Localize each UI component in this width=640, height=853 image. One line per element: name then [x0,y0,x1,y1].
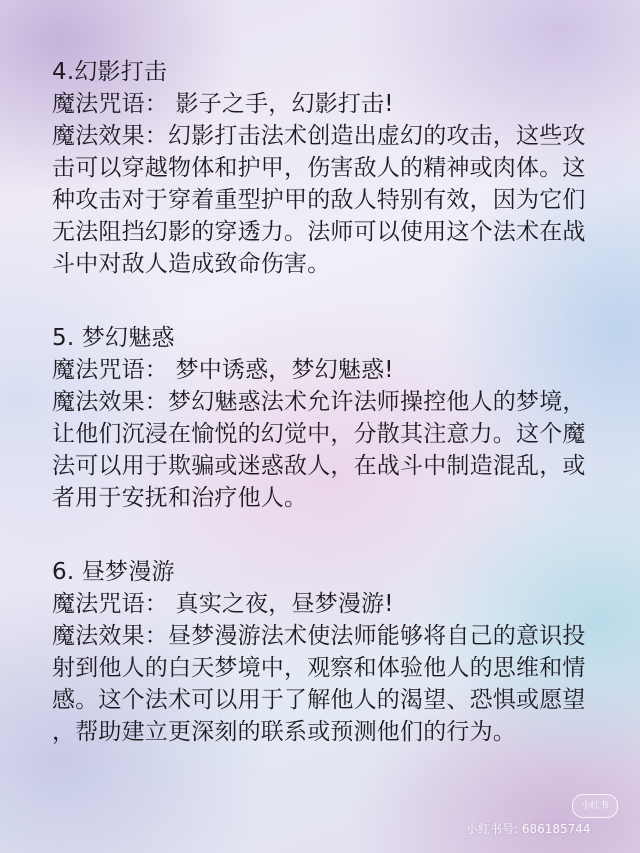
article-content [52,56,632,790]
effect-line: 射到他人的白天梦境中，观察和体验他人的思维和情 [52,655,586,681]
effect-line: 斗中对敌人造成致命伤害。 [52,251,331,277]
spell-section-6 [52,556,632,748]
section-title: 5. 梦幻魅惑 [52,325,175,351]
section-title: 4.幻影打击 [52,59,168,85]
effect-line: 感。这个法术可以用于了解他人的渴望、恐惧或愿望 [52,687,586,713]
section-title: 6. 昼梦漫游 [52,559,175,585]
effect-line: 击可以穿越物体和护甲，伤害敌人的精神或肉体。这 [52,155,586,181]
spell-section-4 [52,56,632,280]
incantation-line: 魔法咒语： 影子之手，幻影打击! [52,91,394,117]
effect-line: 魔法效果：梦幻魅惑法术允许法师操控他人的梦境， [52,389,586,415]
incantation-line: 魔法咒语： 梦中诱惑，梦幻魅惑! [52,357,394,383]
effect-line: 者用于安抚和治疗他人。 [52,485,308,511]
watermark-logo: 小红书 [572,794,618,818]
effect-line: 无法阻挡幻影的穿透力。法师可以使用这个法术在战 [52,219,586,245]
spell-section-5 [52,322,632,514]
effect-line: 魔法效果：昼梦漫游法术使法师能够将自己的意识投 [52,623,586,649]
incantation-line: 魔法咒语： 真实之夜，昼梦漫游! [52,591,394,617]
effect-line: 法可以用于欺骗或迷惑敌人，在战斗中制造混乱，或 [52,453,586,479]
effect-line: 让他们沉浸在愉悦的幻觉中，分散其注意力。这个魔 [52,421,586,447]
effect-line: 魔法效果：幻影打击法术创造出虚幻的攻击，这些攻 [52,123,586,149]
watermark-id: 小红书号: 686185744 [466,822,591,836]
effect-line: ，帮助建立更深刻的联系或预测他们的行为。 [52,719,516,745]
effect-line: 种攻击对于穿着重型护甲的敌人特别有效，因为它们 [52,187,586,213]
